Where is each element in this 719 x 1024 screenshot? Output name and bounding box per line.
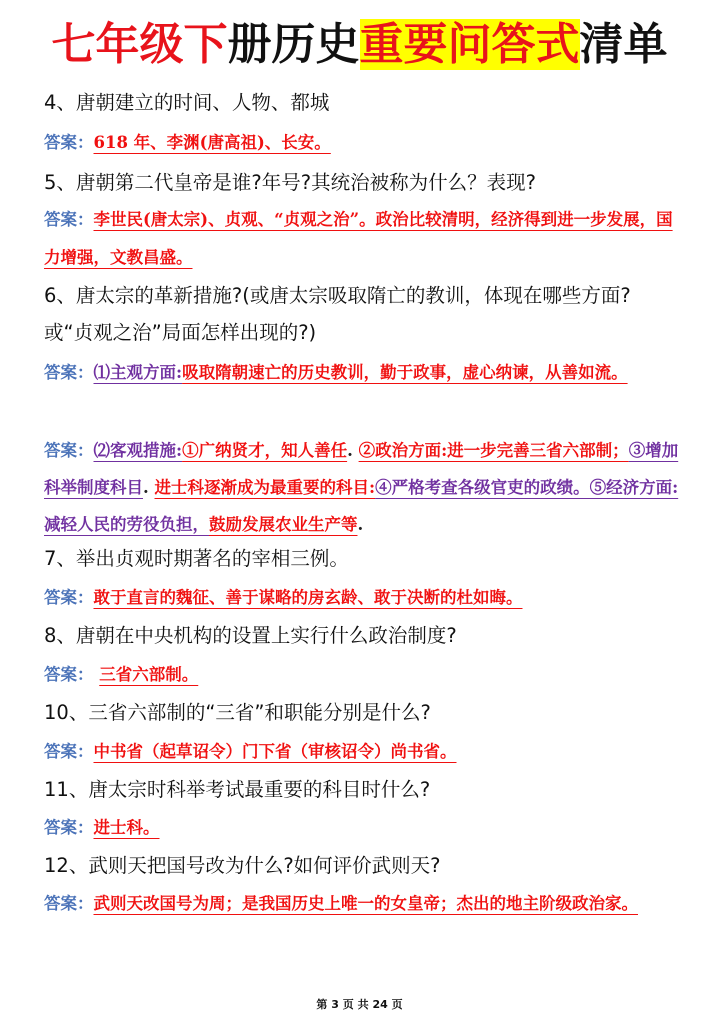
answer-6-objective bbox=[44, 432, 684, 543]
answer-label: 答案： bbox=[44, 894, 94, 913]
answer-8 bbox=[44, 656, 684, 694]
answer-12 bbox=[44, 885, 684, 923]
answer-4 bbox=[44, 124, 684, 162]
title-part: 册历史 bbox=[227, 19, 360, 70]
answer-text: 三省六部制。 bbox=[99, 665, 199, 684]
answer-label: 答案： bbox=[44, 588, 94, 607]
title-part: 清单 bbox=[579, 19, 668, 70]
punctuation: . bbox=[357, 515, 364, 534]
question-6-line1: 6、唐太宗的革新措施?(或唐太宗吸取隋亡的教训，体现在哪些方面? bbox=[44, 284, 631, 307]
answer-label: 答案： bbox=[44, 818, 94, 837]
title-part: 七年级下 bbox=[51, 19, 228, 70]
question-6-line2: 或“贞观之治”局面怎样出现的?) bbox=[44, 321, 317, 344]
answer-text: 中书省（起草诏令）门下省（审核诏令）尚书省。 bbox=[93, 742, 457, 761]
page-title bbox=[0, 14, 719, 76]
answer-text: 进士科逐渐成为最重要的科目: bbox=[154, 478, 376, 497]
answer-text: 武则天改国号为周；是我国历史上唯一的女皇帝；杰出的地主阶级政治家。 bbox=[93, 894, 638, 913]
footer-text: 第 bbox=[316, 998, 328, 1011]
question-10: 10、三省六部制的“三省”和职能分别是什么? bbox=[44, 701, 431, 724]
answer-text: 李世民(唐太宗)、贞观、“贞观之治”。政治比较清明，经济得到进一步发展，国力增强，文教昌盛。 bbox=[44, 210, 673, 267]
answer-text: ①广纳贤才，知人善任 bbox=[182, 441, 348, 460]
question-12: 12、武则天把国号改为什么?如何评价武则天? bbox=[44, 854, 441, 877]
answer-5 bbox=[44, 201, 684, 277]
question-4: 4、唐朝建立的时间、人物、都城 bbox=[44, 91, 330, 114]
question-7: 7、举出贞观时期著名的宰相三例。 bbox=[44, 547, 349, 570]
footer-text: 页 共 bbox=[342, 998, 369, 1011]
answer-10 bbox=[44, 733, 684, 771]
answer-label: 答案： bbox=[44, 363, 94, 382]
answer-text: 进士科。 bbox=[93, 818, 160, 837]
answer-label: 答案： bbox=[44, 742, 94, 761]
page-footer bbox=[0, 996, 719, 1012]
title-highlight: 重要问答式 bbox=[359, 19, 580, 70]
punctuation: . bbox=[143, 478, 149, 497]
answer-11 bbox=[44, 809, 684, 847]
answer-heading: ⑵客观措施: bbox=[93, 441, 183, 460]
total-pages: 24 bbox=[372, 998, 388, 1011]
footer-text: 页 bbox=[391, 998, 403, 1011]
answer-text: ④严格考查各级官吏的政绩。⑤经济方面:减轻人民的劳役负担， bbox=[44, 478, 679, 534]
answer-text: 敢于直言的魏征、善于谋略的房玄龄、敢于决断的杜如晦。 bbox=[93, 588, 523, 607]
answer-text: 618 年、李渊(唐高祖)、长安。 bbox=[93, 133, 331, 152]
answer-text: ②政治方面:进一步完善三省六部制； bbox=[358, 441, 629, 460]
question-5: 5、唐朝第二代皇帝是谁?年号?其统治被称为什么？表现? bbox=[44, 171, 536, 194]
punctuation: . bbox=[347, 441, 353, 460]
page-number: 3 bbox=[331, 998, 339, 1011]
answer-label: 答案： bbox=[44, 133, 94, 152]
answer-label: 答案： bbox=[44, 210, 94, 229]
answer-label: 答案： bbox=[44, 441, 94, 460]
answer-heading: ⑴主观方面: bbox=[93, 363, 183, 382]
answer-7 bbox=[44, 579, 684, 617]
answer-text: ③增加科举制度科目 bbox=[44, 441, 679, 497]
answer-text: 鼓励发展农业生产等 bbox=[209, 515, 358, 534]
answer-6-subjective bbox=[44, 354, 684, 392]
answer-text: 吸取隋朝速亡的历史教训，勤于政事，虚心纳谏，从善如流。 bbox=[182, 363, 628, 382]
question-8: 8、唐朝在中央机构的设置上实行什么政治制度? bbox=[44, 624, 457, 647]
answer-label: 答案： bbox=[44, 665, 94, 684]
question-11: 11、唐太宗时科举考试最重要的科目时什么? bbox=[44, 778, 431, 801]
